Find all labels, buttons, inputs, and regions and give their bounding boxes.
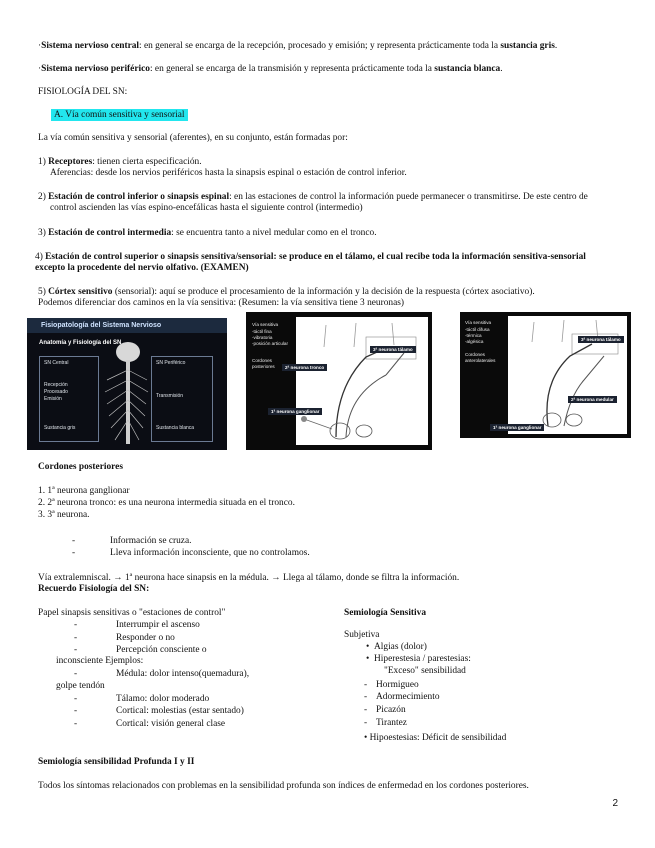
left-dash-1: -: [74, 620, 78, 630]
slide1-title: Fisiopatología del Sistema Nervioso: [41, 322, 162, 329]
s3-via: Vía sensitiva: [465, 320, 492, 325]
right-dash-6: -: [364, 718, 368, 728]
right-r4: Adormecimiento: [376, 692, 440, 702]
item-1-num: 1): [38, 157, 46, 167]
s3-termica: -térmica: [465, 333, 482, 338]
profunda-heading: Semiología sensibilidad Profunda I y II: [38, 757, 195, 767]
p-snp-bold: Sistema nervioso periférico: [41, 64, 150, 74]
left-l3: Percepción consciente o: [116, 645, 207, 655]
fisio-heading: FISIOLOGÍA DEL SN:: [38, 87, 128, 97]
item-1-line2: Aferencias: desde los nervios periféricos hasta la sinapsis espinal o estación de control inferior.: [50, 168, 407, 178]
item-5-bold: Córtex sensitivo: [48, 287, 113, 297]
page-number: 2: [612, 798, 618, 809]
cordones-heading: Cordones posteriores: [38, 462, 123, 472]
left-dash-5: -: [74, 694, 78, 704]
right-title: Semiología Sensitiva: [344, 608, 427, 618]
sust-gris-label: Sustancia gris: [44, 425, 76, 431]
item-2-bold: Estación de control inferior o sinapsis espinal: [48, 192, 230, 202]
intro: La vía común sensitiva y sensorial (aferentes), en su conjunto, están formadas por:: [38, 133, 348, 143]
item-2: [38, 192, 588, 203]
right-subj: Subjetiva: [344, 630, 380, 640]
left-dash-2: -: [74, 633, 78, 643]
left-l7: Cortical: visión general clase: [116, 719, 226, 729]
s2-vibratoria: -vibratoria: [252, 335, 273, 340]
p-snc-end: .: [554, 41, 558, 51]
item-2-line2: control ascienden las vías espino-encefálicas hasta el siguiente control (intermedio): [50, 203, 363, 213]
right-r7-text: Hipoestesias: Déficit de sensibilidad: [369, 733, 507, 743]
recuerdo-heading: Recuerdo Fisiología del SN:: [38, 584, 150, 594]
left-l1: Interrumpir el ascenso: [116, 620, 200, 630]
left-l4: Médula: dolor intenso(quemadura),: [116, 669, 250, 679]
dash-2-text: Lleva información inconsciente, que no controlamos.: [110, 548, 310, 558]
item-5-num: 5): [38, 287, 46, 297]
p-snp-rest: : en general se encarga de la transmisión y representa prácticamente toda la: [149, 64, 435, 74]
s2-tactil: -táctil fina: [252, 329, 272, 334]
item-4: [35, 252, 586, 263]
left-l2: Responder o no: [116, 633, 175, 643]
p-snc-bold2: sustancia gris: [500, 41, 555, 51]
transmision-label: Transmisión: [156, 393, 184, 399]
right-bullet-2: •: [366, 654, 370, 664]
item-2-num: 2): [38, 192, 46, 202]
right-r5: Picazón: [376, 705, 406, 715]
item-5-rest: (sensorial): aquí se produce el procesamiento de la información y la decisión de la respuesta (córtex asociativo).: [112, 287, 535, 297]
left-dash-3: -: [74, 645, 78, 655]
sn-central-label: SN Central: [44, 360, 69, 366]
right-dash-5: -: [364, 705, 368, 715]
s2-via: Vía sensitiva: [252, 322, 279, 327]
item-5: [38, 287, 535, 298]
s2-posicion: -posición articular: [252, 341, 288, 346]
item-2-rest: : en las estaciones de control la información puede permanecer o transmitirse. De este centro de: [229, 192, 588, 202]
left-dash-4: -: [74, 669, 78, 679]
s3-cordones: Cordones: [465, 352, 485, 357]
right-r7: • Hipoestesias: Déficit de sensibilidad: [364, 733, 507, 743]
p-snp-end: .: [500, 64, 503, 74]
p-snp-bold2: sustancia blanca: [434, 64, 501, 74]
item-4-num: 4): [35, 252, 43, 262]
s3-algesica: -algésica: [465, 339, 484, 344]
section-a: [51, 110, 188, 121]
s3-tag-n1: 1ª neurona ganglionar: [490, 424, 544, 431]
left-l3b: inconsciente Ejemplos:: [56, 656, 144, 666]
item-3-bold: Estación de control intermedia: [48, 228, 172, 238]
last-paragraph: Todos los síntomas relacionados con problemas en la sensibilidad profunda son índices de enfermedad en los cordones posteriores.: [38, 781, 529, 791]
item-4-bold: Estación de control superior o sinapsis sensitiva/sensorial: se produce en el tálamo, el cual recibe toda la información sensitiva-sensorial: [45, 252, 586, 262]
left-l4b: golpe tendón: [56, 681, 105, 691]
item-3: [38, 228, 377, 239]
spinal-cord-illustration: [101, 340, 151, 448]
left-dash-7: -: [74, 719, 78, 729]
left-dash-6: -: [74, 706, 78, 716]
dash-1-text: Información se cruza.: [110, 536, 192, 546]
neurona-2: 2. 2ª neurona tronco: es una neurona intermedia situada en el tronco.: [38, 498, 295, 508]
sust-blanca-label: Sustancia blanca: [156, 425, 195, 431]
item-5-line2: Podemos diferenciar dos caminos en la vía sensitiva: (Resumen: la vía sensitiva tiene 3 neuronas): [38, 298, 405, 308]
p-snc: ·Sistema nervioso central: en general se encarga de la recepción, procesado y emisión; y representa prácticamente toda la sustancia gris.: [38, 41, 558, 51]
p-snp: ·Sistema nervioso periférico: en general se encarga de la transmisión y representa prácticamente toda la sustancia blanca.: [38, 64, 503, 74]
section-a-highlight: A. Vía común sensitiva y sensorial: [51, 109, 188, 121]
s2-posteriores: posteriores: [252, 364, 275, 369]
left-l6: Cortical: molestias (estar sentado): [116, 706, 244, 716]
slide-via-sensitiva-anterolaterales: [460, 312, 631, 438]
neurona-1: 1. 1ª neurona ganglionar: [38, 486, 130, 496]
item-1-rest: : tienen cierta especificación.: [92, 157, 202, 167]
sn-periferico-label: SN Periférico: [156, 360, 186, 366]
right-bullet-1: •: [366, 642, 370, 652]
s3-tactil: -táctil difusa: [465, 327, 490, 332]
item-3-rest: : se encuentra tanto a nivel medular como en el tronco.: [171, 228, 377, 238]
right-r2b: "Exceso" sensibilidad: [384, 666, 466, 676]
dash-1: -: [72, 536, 76, 546]
right-r2: Hiperestesia / parestesias:: [374, 654, 471, 664]
item-3-num: 3): [38, 228, 46, 238]
left-l5: Tálamo: dolor moderado: [116, 694, 210, 704]
emision-label: Emisión: [44, 396, 62, 402]
s3-tag-n2: 2ª neurona medular: [568, 396, 617, 403]
slide1-subtitle: Anatomía y Fisiología del SN: [39, 340, 122, 346]
right-r3: Hormigueo: [376, 680, 419, 690]
s3-tag-n3: 3ª neurona tálamo: [578, 336, 624, 343]
p-snc-bold: Sistema nervioso central: [41, 41, 140, 51]
item-1-bold: Receptores: [48, 157, 93, 167]
s2-tag-n2: 2ª neurona tronco: [282, 364, 327, 371]
item-4-line2: excepto la procedente del nervio olfativo. (EXAMEN): [35, 263, 249, 273]
p-snc-rest: : en general se encarga de la recepción, procesado y emisión; y representa prácticamente toda la: [139, 41, 501, 51]
dash-2: -: [72, 548, 76, 558]
right-r1: Algias (dolor): [374, 642, 427, 652]
pathway-diagram-2: [508, 316, 627, 434]
slide-fisiopatologia: [27, 318, 227, 450]
right-dash-4: -: [364, 692, 368, 702]
s2-tag-n3: 3ª neurona tálamo: [370, 346, 416, 353]
left-title: Papel sinapsis sensitivas o "estaciones de control": [38, 608, 226, 618]
item-1: [38, 157, 202, 168]
extralemniscal: Vía extralemniscal. → 1ª neurona hace sinapsis en la médula. → Llega al tálamo, donde se filtra la información.: [38, 573, 460, 583]
right-dash-3: -: [364, 680, 368, 690]
s3-antero: anterolaterales: [465, 358, 496, 363]
right-r6: Tirantez: [376, 718, 407, 728]
pathway-diagram: [296, 317, 428, 445]
neurona-3: 3. 3ª neurona.: [38, 510, 90, 520]
s2-cordones: Cordones: [252, 358, 272, 363]
s2-tag-n1: 1ª neurona ganglionar: [268, 408, 322, 415]
recepcion-label: Recepción: [44, 382, 68, 388]
slide-via-sensitiva-posteriores: [246, 312, 432, 450]
procesado-label: Procesado: [44, 389, 68, 395]
